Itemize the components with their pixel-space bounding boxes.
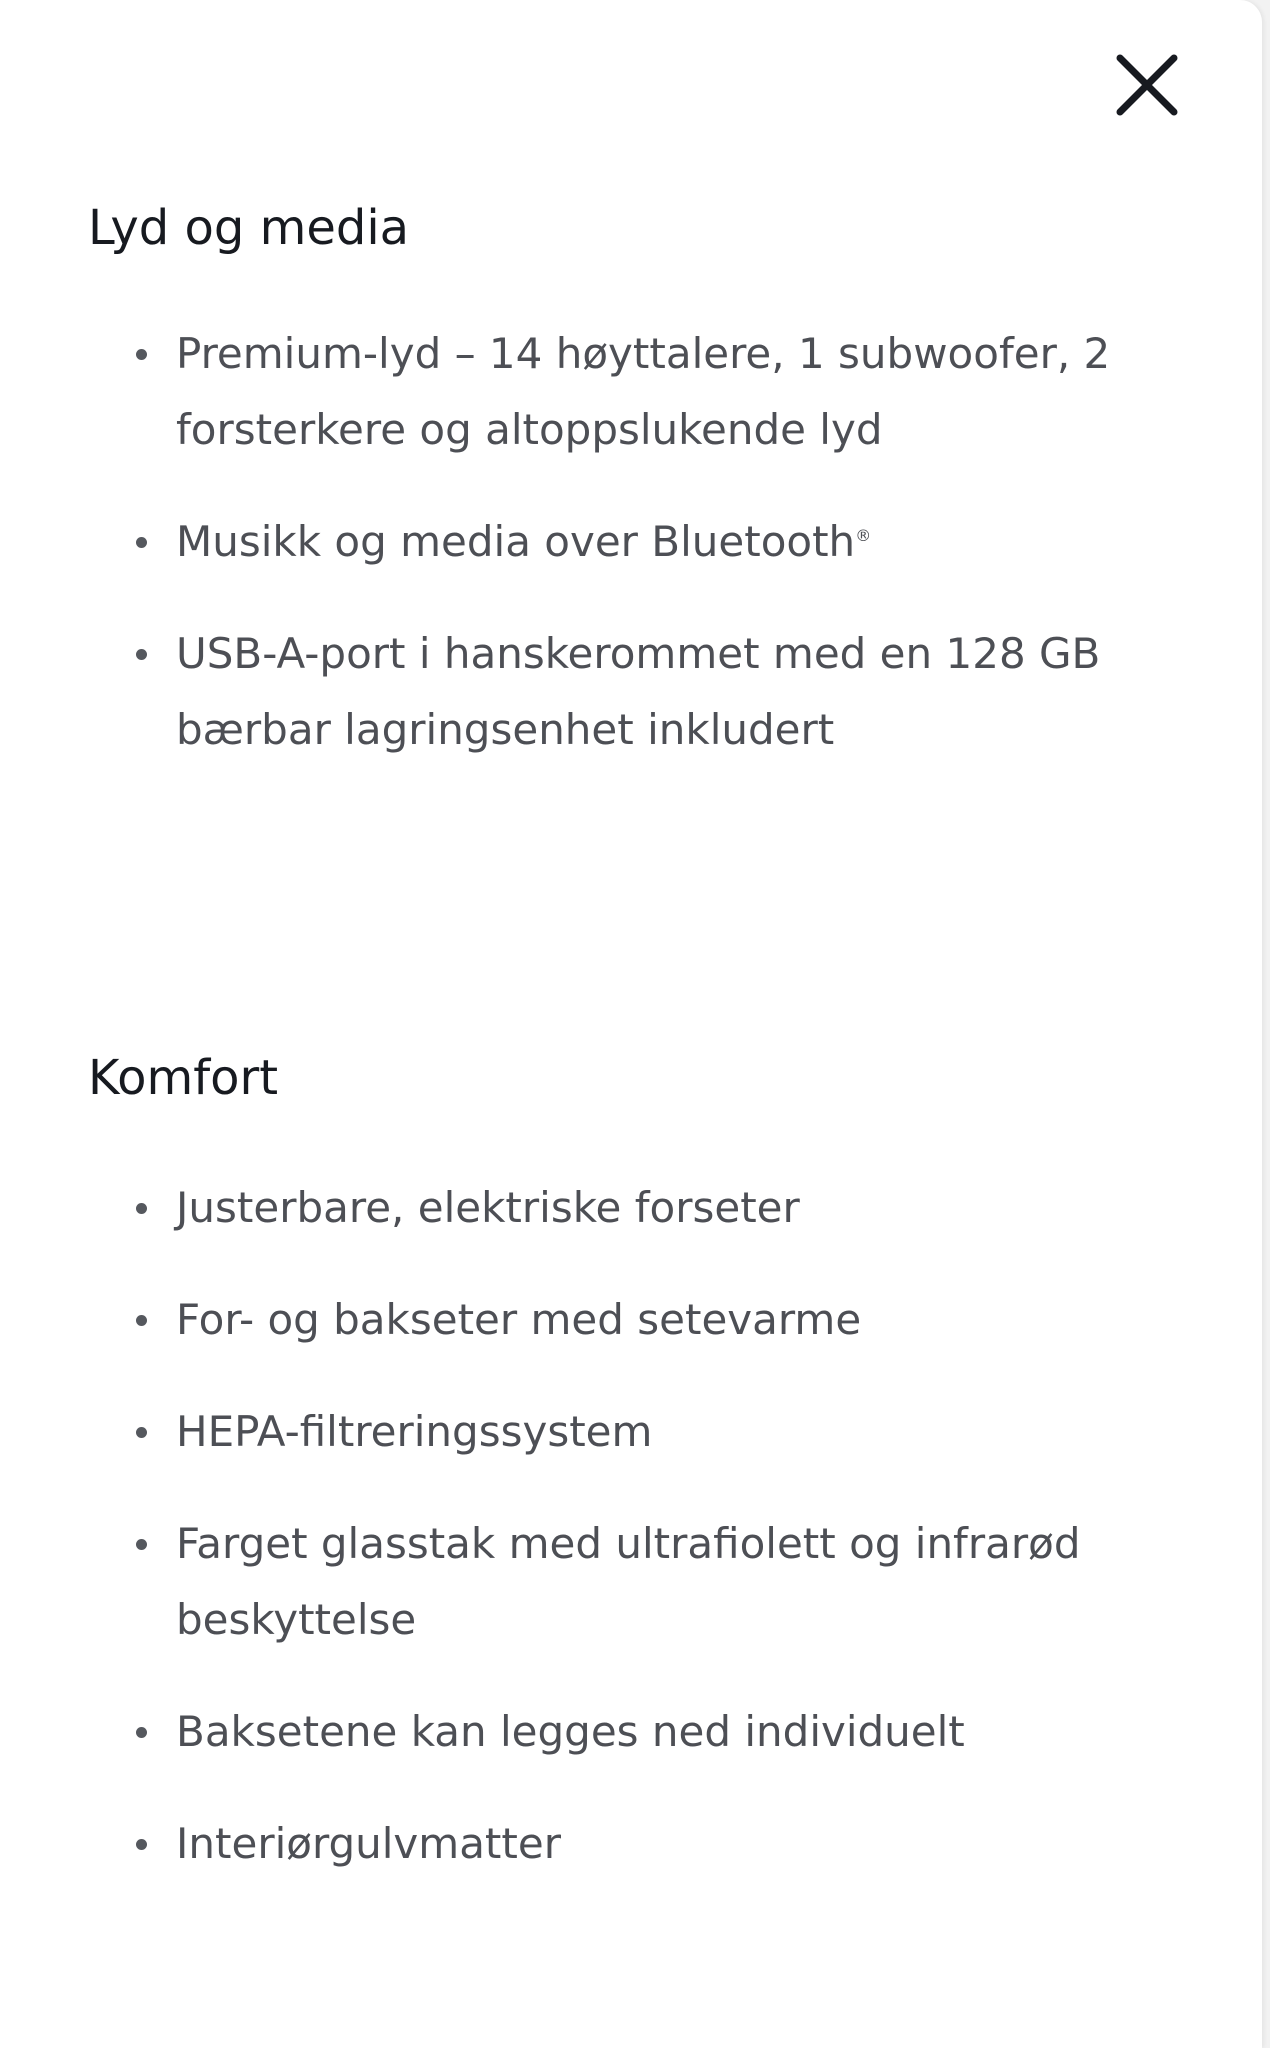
comfort-feature-list <box>88 1170 1208 1882</box>
section-title-comfort: Komfort <box>88 1050 279 1106</box>
audio-media-section <box>88 200 1208 804</box>
close-button[interactable] <box>1112 50 1182 120</box>
bullet-icon <box>136 1727 147 1738</box>
bullet-icon <box>136 537 147 548</box>
bullet-icon <box>136 649 147 660</box>
list-item <box>88 1694 1208 1770</box>
close-icon <box>1112 50 1182 120</box>
feature-text: Baksetene kan legges ned individuelt <box>176 1706 965 1756</box>
feature-text: Musikk og media over Bluetooth <box>176 516 856 566</box>
feature-text: Interiørgulvmatter <box>176 1818 561 1868</box>
feature-text: Premium-lyd – 14 høyttalere, 1 subwoofer, 2 forsterkere og altoppslukende lyd <box>176 328 1111 454</box>
bullet-icon <box>136 1203 147 1214</box>
feature-text: For- og bakseter med setevarme <box>176 1294 862 1344</box>
list-item <box>88 504 1208 580</box>
bullet-icon <box>136 1839 147 1850</box>
list-item <box>88 1394 1208 1470</box>
list-item <box>88 1806 1208 1882</box>
registered-mark: ® <box>855 525 872 545</box>
comfort-section <box>88 1050 1208 1918</box>
bullet-icon <box>136 349 147 360</box>
list-item <box>88 616 1208 768</box>
list-item <box>88 316 1208 468</box>
feature-text: HEPA-filtreringssystem <box>176 1406 653 1456</box>
bullet-icon <box>136 1539 147 1550</box>
list-item <box>88 1506 1208 1658</box>
feature-text: USB-A-port i hanskerommet med en 128 GB bærbar lagringsenhet inkludert <box>176 628 1101 754</box>
audio-feature-list <box>88 316 1208 768</box>
feature-text: Justerbare, elektriske forseter <box>176 1182 800 1232</box>
bullet-icon <box>136 1427 147 1438</box>
feature-text: Farget glasstak med ultrafiolett og infrarød beskyttelse <box>176 1518 1081 1644</box>
list-item <box>88 1170 1208 1246</box>
section-title-audio: Lyd og media <box>88 200 410 256</box>
bullet-icon <box>136 1315 147 1326</box>
list-item <box>88 1282 1208 1358</box>
